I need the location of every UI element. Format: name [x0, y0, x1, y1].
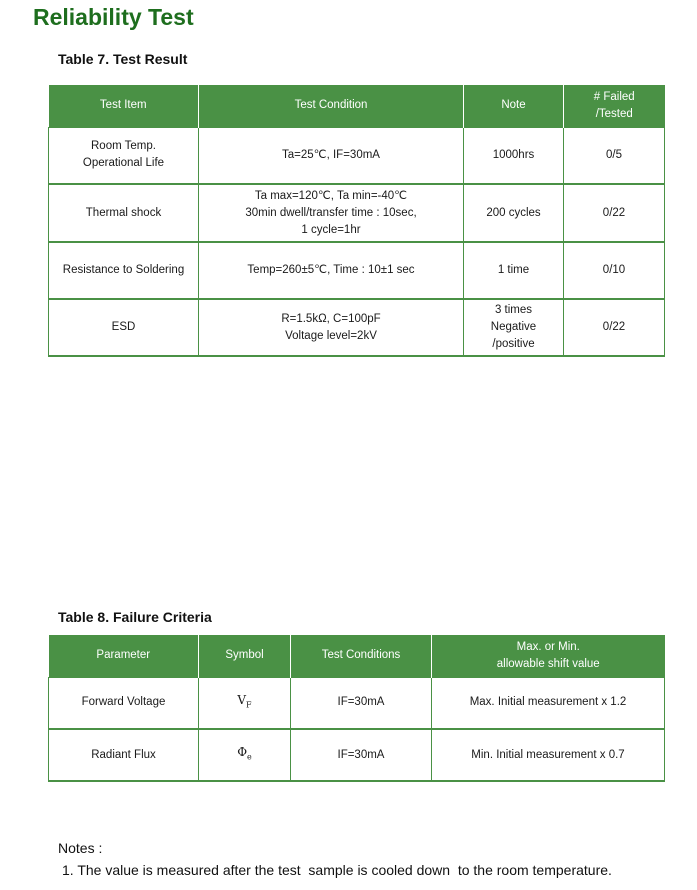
- cell-test-condition: Ta=25℃, IF=30mA: [199, 127, 464, 184]
- cell-test-condition: R=1.5kΩ, C=100pF Voltage level=2kV: [199, 299, 464, 356]
- cell-symbol: [199, 729, 291, 781]
- cell-test-item: Room Temp. Operational Life: [49, 127, 199, 184]
- header-test-item: Test Item: [49, 85, 199, 127]
- cell-test-item: Resistance to Soldering: [49, 242, 199, 299]
- cell-note: 1000hrs: [464, 127, 564, 184]
- cell-allowable-shift: Max. Initial measurement x 1.2: [432, 677, 665, 729]
- header-parameter: Parameter: [49, 635, 199, 677]
- page-title: Reliability Test: [33, 4, 194, 30]
- cell-failed-tested: 0/5: [564, 127, 665, 184]
- symbol-base: V: [237, 693, 247, 708]
- table8-caption: Table 8. Failure Criteria: [58, 609, 212, 625]
- cell-parameter: Radiant Flux: [49, 729, 199, 781]
- table-header-row: [49, 635, 665, 677]
- note-item: 1. The value is measured after the test sample is cooled down to the room temperature.: [62, 862, 612, 878]
- notes-title: Notes :: [58, 840, 103, 856]
- symbol-subscript: e: [247, 752, 252, 762]
- table-row: [49, 677, 665, 729]
- cell-test-condition: Ta max=120℃, Ta min=-40℃ 30min dwell/transfer time : 10sec, 1 cycle=1hr: [199, 184, 464, 242]
- cell-note: 200 cycles: [464, 184, 564, 242]
- table7-caption: Table 7. Test Result: [58, 51, 188, 67]
- table-row: [49, 127, 665, 184]
- cell-symbol: [199, 677, 291, 729]
- header-note: Note: [464, 85, 564, 127]
- header-failed-tested: # Failed /Tested: [564, 85, 665, 127]
- cell-test-item: ESD: [49, 299, 199, 356]
- cell-test-condition: Temp=260±5℃, Time : 10±1 sec: [199, 242, 464, 299]
- header-test-conditions: Test Conditions: [291, 635, 432, 677]
- cell-allowable-shift: Min. Initial measurement x 0.7: [432, 729, 665, 781]
- cell-test-conditions: IF=30mA: [291, 677, 432, 729]
- header-symbol: Symbol: [199, 635, 291, 677]
- table-row: [49, 242, 665, 299]
- cell-failed-tested: 0/10: [564, 242, 665, 299]
- test-result-table: [48, 85, 665, 357]
- cell-failed-tested: 0/22: [564, 299, 665, 356]
- header-allowable-shift: Max. or Min. allowable shift value: [432, 635, 665, 677]
- cell-test-conditions: IF=30mA: [291, 729, 432, 781]
- table-row: [49, 299, 665, 356]
- cell-test-item: Thermal shock: [49, 184, 199, 242]
- table-header-row: [49, 85, 665, 127]
- symbol-base: Φ: [237, 745, 248, 760]
- cell-note: 1 time: [464, 242, 564, 299]
- table-row: [49, 184, 665, 242]
- table-row: [49, 729, 665, 781]
- failure-criteria-table: [48, 635, 665, 782]
- cell-note: 3 times Negative /positive: [464, 299, 564, 356]
- symbol-subscript: F: [246, 700, 252, 710]
- cell-failed-tested: 0/22: [564, 184, 665, 242]
- header-test-condition: Test Condition: [199, 85, 464, 127]
- cell-parameter: Forward Voltage: [49, 677, 199, 729]
